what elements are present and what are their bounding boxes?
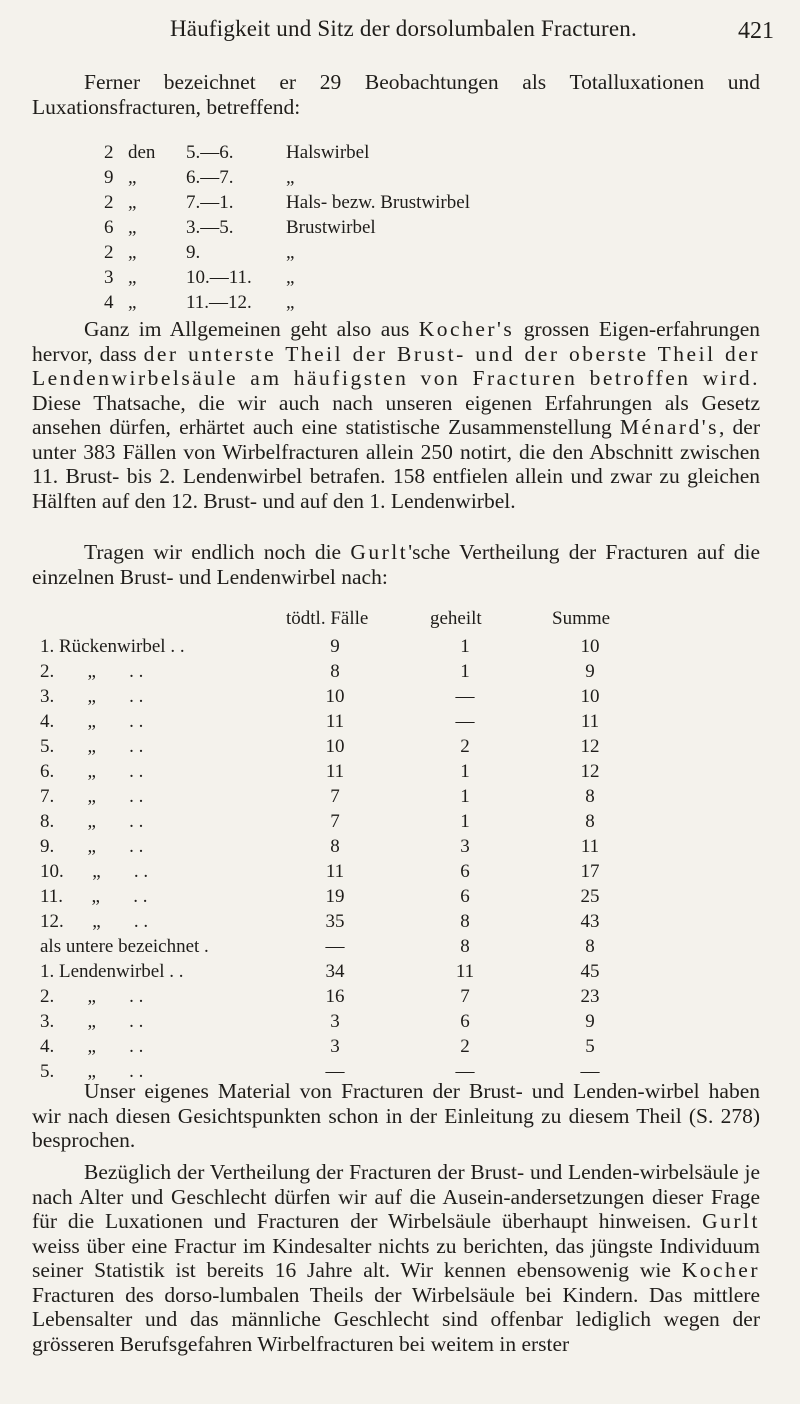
row-label: 8. „ . . [40, 811, 144, 832]
column-header-fatal: tödtl. Fälle [286, 608, 369, 629]
row-label: 3. „ . . [40, 1011, 144, 1032]
table-row [40, 734, 760, 759]
cell-sum: 12 [580, 761, 600, 782]
page-header [150, 12, 774, 52]
paragraph-kocher: Ganz im Allgemeinen geht also aus Kocher's grossen Eigen-erfahrungen hervor, dass der unterste Theil der Brust- und der oberste Theil der Lendenwirbelsäule am häufigsten von Fracturen betroffen wird. Diese Thatsache, die wir auch nach unseren eigenen Erfahrungen als Gesetz ansehen dürfen, erhärtet auch eine statistische Zusammenstellung Ménard's, der unter 383 Fällen von Wirbelfracturen allein 250 notirt, die den Abschnitt zwischen 11. Brust- bis 2. Lendenwirbel betrafen. 158 entfielen allein und zwar zu gleichen Hälften auf den 12. Brust- und auf den 1. Lendenwirbel. [32, 317, 761, 513]
table-body [40, 634, 760, 1084]
cell-sum: 8 [585, 811, 595, 832]
cell-healed: 6 [460, 1011, 470, 1032]
cell-fatal: 11 [325, 711, 345, 732]
table-row [40, 759, 760, 784]
cell-sum: 5 [585, 1036, 595, 1057]
cell-sum: 17 [580, 861, 600, 882]
cell-fatal: 35 [325, 911, 345, 932]
cell-fatal: 7 [330, 786, 340, 807]
cell-sum: 9 [585, 1011, 595, 1032]
cell-fatal: 16 [325, 986, 345, 1007]
cell-fatal: 10 [325, 686, 345, 707]
cell-sum: 11 [580, 711, 600, 732]
cell-fatal: 3 [330, 1011, 340, 1032]
table-row [40, 884, 760, 909]
book-page: Häufigkeit und Sitz der dorsolumbalen Fracturen. 421 Ferner bezeichnet er 29 Beobachtungen als Totalluxationen und Luxationsfracturen, betreffend: 2 den 5.—6. Halswirbel 9 „ 6.—7. „ 2 „ 7.—1. Hals- bezw. Brustwirbel 6 „ 3.—5. Brustwirbel 2 „ 9. „ 3 „ 10.—11. „ 4 „ 11.—12. „ Ganz im Allgemeinen geht also aus Kocher's grossen Eigen-erfahrungen hervor, dass der unterste Theil der Brust- und der oberste Theil der Lendenwirbelsäule am häufigsten von Fracturen betroffen wird. Diese Thatsache, die wir auch nach unseren eigenen Erfahrungen als Gesetz ansehen dürfen, erhärtet auch eine statistische Zusammenstellung Ménard's, der unter 383 Fällen von Wirbelfracturen allein 250 notirt, die den Abschnitt zwischen 11. Brust- bis 2. Lendenwirbel betrafen. 158 entfielen allein und zwar zu gleichen Hälften auf den 12. Brust- und auf den 1. Lendenwirbel. Tragen wir endlich noch die Gurlt'sche Vertheilung der Fracturen auf die einzelnen Brust- und Lendenwirbel nach: tödtl. Fälle geheilt Summe 1. Rückenwirbel . . 9 1 10 2. „ . . 8 1 9 3. „ . . 10 — 10 4. „ . . 11 — 11 5. „ . . 10 2 12 6. „ . . 11 1 12 7. „ . . 7 1 8 8. „ . . 7 1 8 9. „ . . 8 3 11 10. „ . . 11 6 17 11. „ . . 19 6 25 12. „ . . 35 8 43 als untere bezeichnet . — 8 8 1. Lendenwirbel . . 34 11 45 2. „ . . 16 7 23 3. „ . . 3 6 9 4. „ . . 3 2 5 5. „ . . — — — Unser eigenes Material von Fracturen der Brust- und Lenden-wirbel haben wir nach diesen Gesichtspunkten schon in der Einleitung zu diesem Theil (S. 278) besprochen. Bezüglich der Vertheilung der Fracturen der Brust- und Lenden-wirbelsäule je nach Alter und Geschlecht dürfen wir auf die Ausein-andersetzungen dieser Frage für die Luxationen und Fracturen der Wirbelsäule überhaupt hinweisen. Gurlt weiss über eine Fractur im Kindesalter nichts zu berichten, das jüngste Individuum seiner Statistik ist bereits 16 Jahre alt. Wir kennen ebensowenig wie Kocher Fracturen des dorso-lumbalen Theils der Wirbelsäule bei Kindern. Das mittlere Lebensalter und das männliche Geschlecht sind offenbar lediglich wegen der grösseren Berufsgefahren Wirbelfracturen bei weitem in erster [0, 0, 800, 1404]
author-name: Kocher's [418, 317, 515, 341]
cell-fatal: 3 [330, 1036, 340, 1057]
cell-fatal: — [325, 1061, 345, 1082]
cell-fatal: 9 [330, 636, 340, 657]
column-header-sum: Summe [552, 608, 611, 629]
cell-sum: — [580, 1061, 600, 1082]
cell-sum: 43 [580, 911, 600, 932]
table-row [40, 909, 760, 934]
table-row [40, 684, 760, 709]
table-row [40, 784, 760, 809]
cell-fatal: 8 [330, 836, 340, 857]
row-label: 5. „ . . [40, 1061, 144, 1082]
cell-healed: — [455, 686, 475, 707]
cell-healed: 7 [460, 986, 470, 1007]
paragraph-own-material: Unser eigenes Material von Fracturen der Brust- und Lenden-wirbel haben wir nach diesen Gesichtspunkten schon in der Einleitung zu diesem Theil (S. 278) besprochen. [32, 1079, 760, 1152]
cell-fatal: — [325, 936, 345, 957]
cell-fatal: 19 [325, 886, 345, 907]
cell-fatal: 8 [330, 661, 340, 682]
cell-healed: — [455, 711, 475, 732]
row-label: 12. „ . . [40, 911, 149, 932]
cell-healed: 2 [460, 736, 470, 757]
cell-sum: 8 [585, 786, 595, 807]
row-label: 10. „ . . [40, 861, 149, 882]
cell-sum: 9 [585, 661, 595, 682]
running-title: Häufigkeit und Sitz der dorsolumbalen Fracturen. [170, 16, 637, 41]
cell-healed: 11 [455, 961, 475, 982]
row-label: 1. Rückenwirbel . . [40, 636, 185, 657]
column-header-healed: geheilt [430, 608, 482, 629]
author-name: Gurlt [350, 540, 409, 564]
cell-fatal: 7 [330, 811, 340, 832]
row-label: als untere bezeichnet . [40, 936, 209, 957]
cell-fatal: 11 [325, 861, 345, 882]
row-label: 6. „ . . [40, 761, 144, 782]
row-label: 4. „ . . [40, 711, 144, 732]
cell-sum: 25 [580, 886, 600, 907]
author-name: Gurlt [702, 1209, 760, 1233]
row-label: 11. „ . . [40, 886, 148, 907]
emphasized-text: der unterste Theil der Brust- und der oberste Theil der Lendenwirbelsäule am häufigsten von Fracturen betroffen wird. [32, 341, 760, 390]
cell-sum: 11 [580, 836, 600, 857]
table-row [40, 809, 760, 834]
row-label: 1. Lendenwirbel . . [40, 961, 184, 982]
cell-fatal: 10 [325, 736, 345, 757]
table-row [40, 1009, 760, 1034]
cell-fatal: 11 [325, 761, 345, 782]
table-row [40, 1034, 760, 1059]
table-row [40, 634, 760, 659]
row-label: 2. „ . . [40, 986, 144, 1007]
table-row [40, 709, 760, 734]
row-label: 5. „ . . [40, 736, 144, 757]
table-row [40, 984, 760, 1009]
row-label: 7. „ . . [40, 786, 144, 807]
table-row [40, 834, 760, 859]
cell-fatal: 34 [325, 961, 345, 982]
page-number: 421 [738, 18, 774, 44]
cell-healed: 1 [460, 661, 470, 682]
cell-sum: 45 [580, 961, 600, 982]
cell-healed: 1 [460, 811, 470, 832]
table-row [40, 934, 760, 959]
cell-healed: 6 [460, 886, 470, 907]
cell-healed: 1 [460, 786, 470, 807]
paragraph-age-sex: Bezüglich der Vertheilung der Fracturen der Brust- und Lenden-wirbelsäule je nach Alter und Geschlecht dürfen wir auf die Ausein-andersetzungen dieser Frage für die Luxationen und Fracturen der Wirbelsäule überhaupt hinweisen. Gurlt weiss über eine Fractur im Kindesalter nichts zu berichten, das jüngste Individuum seiner Statistik ist bereits 16 Jahre alt. Wir kennen ebensowenig wie Kocher Fracturen des dorso-lumbalen Theils der Wirbelsäule bei Kindern. Das mittlere Lebensalter und das männliche Geschlecht sind offenbar lediglich wegen der grösseren Berufsgefahren Wirbelfracturen bei weitem in erster [32, 1160, 760, 1356]
author-name: Kocher [681, 1258, 760, 1282]
cell-healed: 1 [460, 636, 470, 657]
cell-sum: 10 [580, 686, 600, 707]
cell-healed: 1 [460, 761, 470, 782]
table-row [40, 959, 760, 984]
cell-healed: 8 [460, 911, 470, 932]
row-label: 2. „ . . [40, 661, 144, 682]
intro-text: Ferner bezeichnet er 29 Beobachtungen als Totalluxationen und Luxationsfracturen, betreffend: [32, 70, 760, 119]
author-name: Ménard's [619, 415, 720, 439]
cell-healed: 6 [460, 861, 470, 882]
paragraph-gurlt: Tragen wir endlich noch die Gurlt'sche Vertheilung der Fracturen auf die einzelnen Brust- und Lendenwirbel nach: [32, 540, 760, 589]
cell-healed: 2 [460, 1036, 470, 1057]
cell-sum: 10 [580, 636, 600, 657]
row-label: 9. „ . . [40, 836, 144, 857]
cell-sum: 8 [585, 936, 595, 957]
table-row [40, 859, 760, 884]
cell-sum: 23 [580, 986, 600, 1007]
cell-healed: 8 [460, 936, 470, 957]
row-label: 3. „ . . [40, 686, 144, 707]
cell-sum: 12 [580, 736, 600, 757]
fracture-table [40, 608, 760, 1084]
intro-paragraph [32, 70, 760, 119]
table-row [40, 659, 760, 684]
cell-healed: 3 [460, 836, 470, 857]
row-label: 4. „ . . [40, 1036, 144, 1057]
table-header [40, 608, 760, 634]
cell-healed: — [455, 1061, 475, 1082]
